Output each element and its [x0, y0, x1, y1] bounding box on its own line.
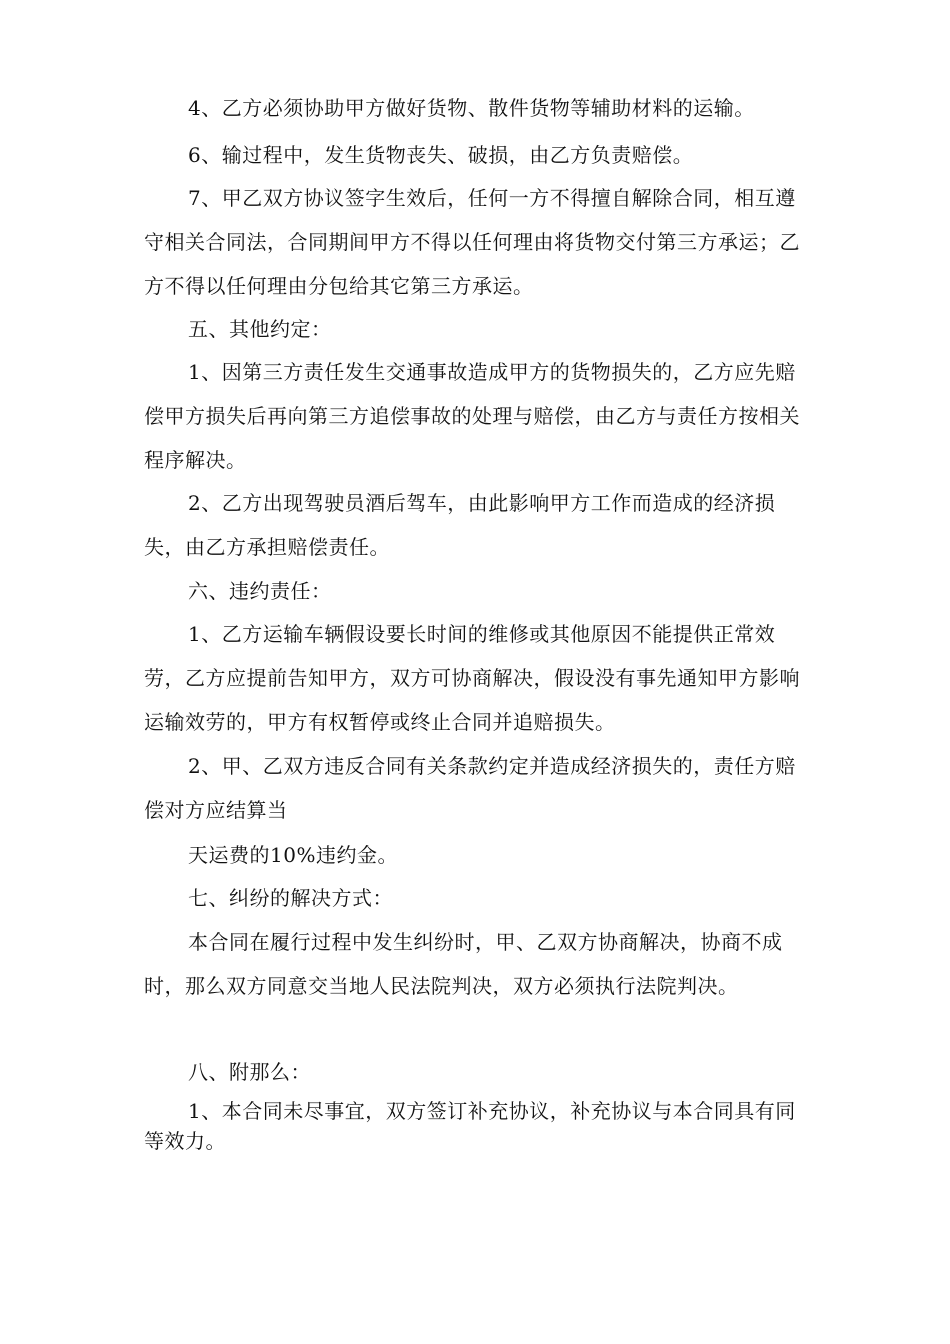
clause-4-transport-assist: 4、乙方必须协助甲方做好货物、散件货物等辅助材料的运输。 — [188, 96, 755, 120]
section-5-clause-2: 2、乙方出现驾驶员酒后驾车，由此影响甲方工作而造成的经济损失，由乙方承担赔偿责任。 — [144, 491, 776, 559]
section-5-clause-1: 1、因第三方责任发生交通事故造成甲方的货物损失的，乙方应先赔偿甲方损失后再向第三方追偿事故的处理与赔偿，由乙方与责任方按相关程序解决。 — [144, 360, 800, 472]
section-7-heading: 七、纠纷的解决方式： — [188, 886, 393, 910]
section-6-clause-1: 1、乙方运输车辆假设要长时间的维修或其他原因不能提供正常效劳，乙方应提前告知甲方，双方可协商解决，假设没有事先通知甲方影响运输效劳的，甲方有权暂停或终止合同并追赔损失。 — [144, 622, 800, 734]
section-6-clause-2: 2、甲、乙双方违反合同有关条款约定并造成经济损失的，责任方赔偿对方应结算当 — [144, 754, 796, 822]
section-6-clause-2-continued: 天运费的10%违约金。 — [188, 843, 398, 867]
section-7-body: 本合同在履行过程中发生纠纷时，甲、乙双方协商解决，协商不成时，那么双方同意交当地人民法院判决，双方必须执行法院判决。 — [144, 930, 783, 998]
section-5-heading: 五、其他约定： — [188, 317, 332, 341]
clause-7-no-termination: 7、甲乙双方协议签字生效后，任何一方不得擅自解除合同，相互遵守相关合同法，合同期间甲方不得以任何理由将货物交付第三方承运；乙方不得以任何理由分包给其它第三方承运。 — [144, 186, 800, 298]
section-8-heading: 八、附那么： — [188, 1060, 311, 1084]
clause-6-loss-compensation: 6、输过程中，发生货物丧失、破损，由乙方负责赔偿。 — [188, 143, 694, 167]
section-6-heading: 六、违约责任： — [188, 579, 332, 603]
section-8-clause-1: 1、本合同未尽事宜，双方签订补充协议，补充协议与本合同具有同等效力。 — [144, 1099, 796, 1153]
